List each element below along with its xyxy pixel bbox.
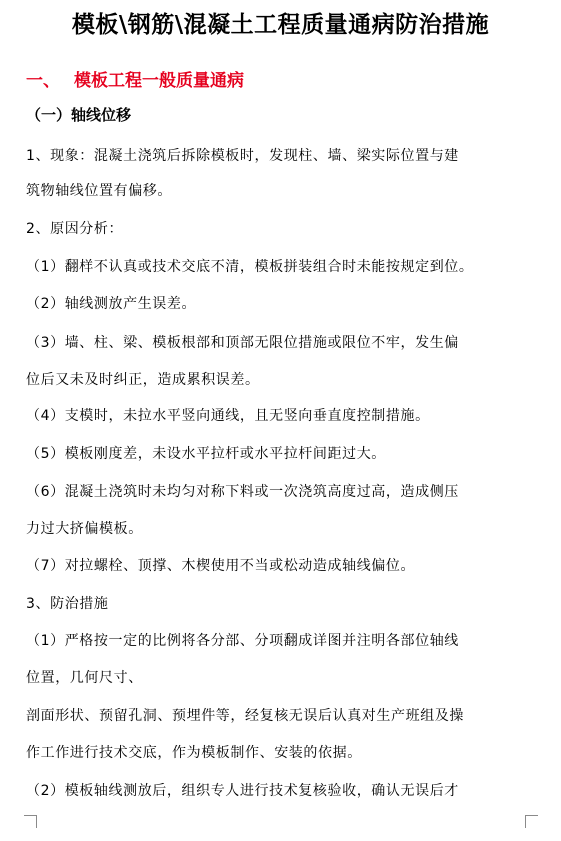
text-line: （4）支模时，未拉水平竖向通线，且无竖向垂直度控制措施。: [26, 408, 430, 424]
text-line: 2、原因分析：: [26, 221, 124, 237]
section-heading: [26, 66, 244, 91]
page-corner-mark-left: [24, 815, 37, 828]
text-line: 力过大挤偏模板。: [26, 521, 143, 537]
text-line: （2）轴线测放产生误差。: [26, 296, 197, 312]
text-line: （1）翻样不认真或技术交底不清，模板拼装组合时未能按规定到位。: [26, 259, 474, 275]
section-label: 模板工程一般质量通病: [74, 71, 244, 91]
text-line: 3、防治措施: [26, 596, 109, 612]
text-line: 位置，几何尺寸、: [26, 670, 143, 686]
text-line: （3）墙、柱、梁、模板根部和顶部无限位措施或限位不牢，发生偏: [26, 335, 459, 351]
text-line: （6）混凝土浇筑时未均匀对称下料或一次浇筑高度过高，造成侧压: [26, 484, 459, 500]
document-title: 模板\钢筋\混凝土工程质量通病防治措施: [71, 12, 490, 38]
text-line: （2）模板轴线测放后，组织专人进行技术复核验收，确认无误后才: [26, 783, 459, 799]
text-line: （7）对拉螺栓、顶撑、木楔使用不当或松动造成轴线偏位。: [26, 558, 416, 574]
text-line: 作工作进行技术交底，作为模板制作、安装的依据。: [26, 745, 362, 761]
text-line: （5）模板刚度差，未设水平拉杆或水平拉杆间距过大。: [26, 446, 386, 462]
text-line: （1）严格按一定的比例将各分部、分项翻成详图并注明各部位轴线: [26, 633, 459, 649]
text-line: 筑物轴线位置有偏移。: [26, 183, 172, 199]
subsection-heading: （一）轴线位移: [26, 106, 132, 124]
text-line: 位后又未及时纠正，造成累积误差。: [26, 372, 260, 388]
page-corner-mark-right: [525, 815, 538, 828]
text-line: 剖面形状、预留孔洞、预埋件等，经复核无误后认真对生产班组及操: [26, 708, 464, 724]
text-line: 1、现象：混凝土浇筑后拆除模板时，发现柱、墙、梁实际位置与建: [26, 148, 459, 164]
section-number: 一、: [26, 71, 60, 91]
